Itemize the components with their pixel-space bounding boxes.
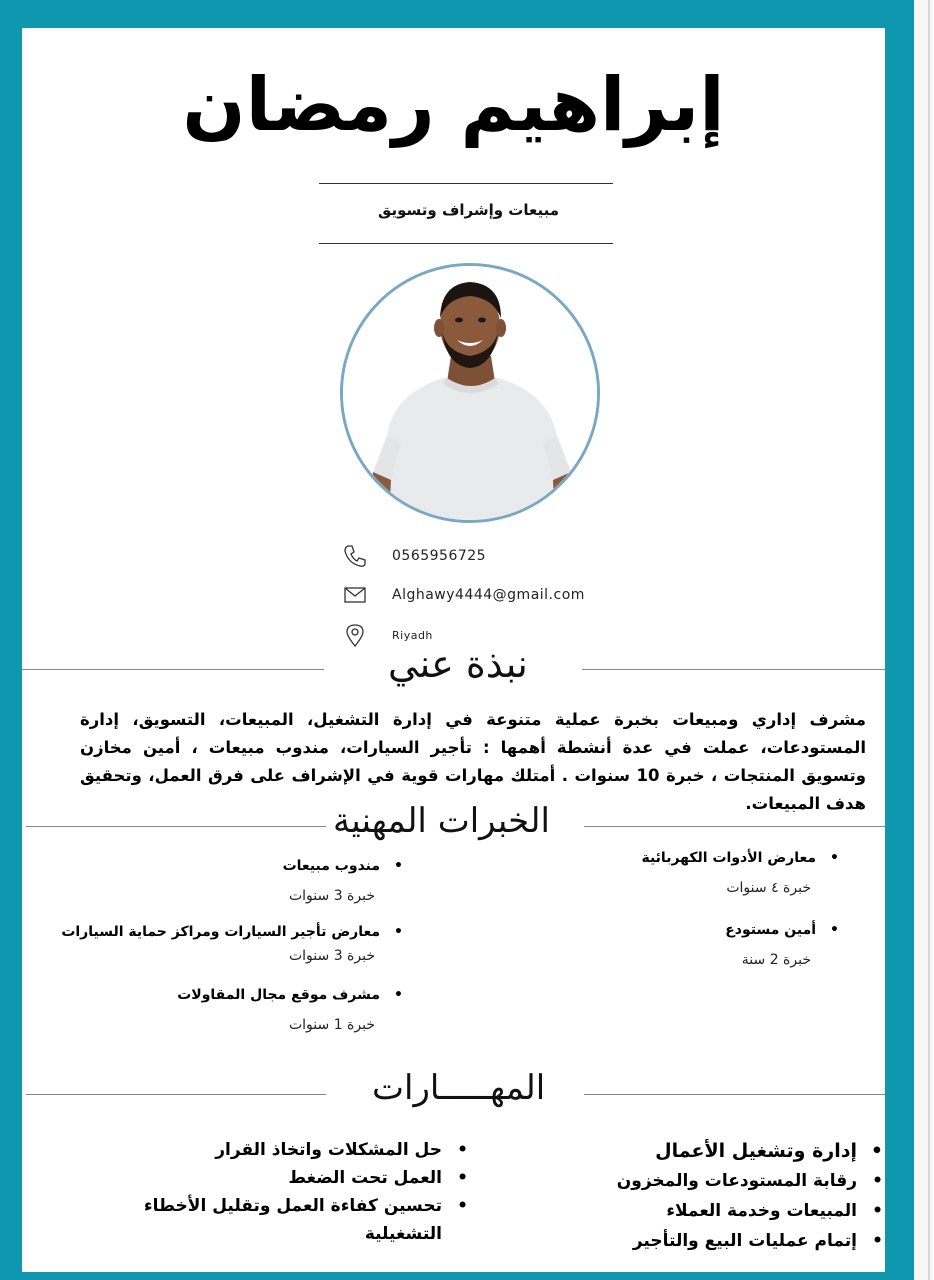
- experience-item: •معارض تأجير السيارات ومراكز حماية السيارات خبرة 3 سنوات: [61, 924, 403, 964]
- skill-item: • إدارة وتشغيل الأعمال: [585, 1136, 885, 1166]
- skills-rule-right: [584, 1094, 885, 1095]
- skill-item: • إتمام عمليات البيع والتأجير: [585, 1226, 885, 1256]
- about-text: مشرف إداري ومبيعات بخبرة عملية متنوعة في إدارة التشغيل، المبيعات، التسويق، إدارة المستودعات، عملت في عدة أنشطة أهمها : تأجير السيارات، مندوب مبيعات ، أمين مخازن وتسويق المنتجات ، خبرة 10 سنوات . أمتلك مهارات قوية في الإشراف على فرق العمل، وتحقيق هدف المبيعات.: [80, 710, 866, 813]
- skill-item: • العمل تحت الضغط: [125, 1164, 470, 1192]
- envelope-icon: [342, 582, 368, 608]
- skills-list-left: [125, 1136, 470, 1248]
- phone-number[interactable]: 0565956725: [392, 548, 487, 564]
- map-pin-icon: [342, 622, 368, 648]
- cv-page: [22, 28, 885, 1272]
- skill-item: • المبيعات وخدمة العملاء: [585, 1196, 885, 1226]
- about-rule-left: [22, 669, 324, 670]
- contact-email-row: [342, 582, 585, 608]
- person-portrait: [343, 266, 597, 520]
- about-rule-right: [582, 669, 885, 670]
- experience-rule-left: [26, 826, 326, 827]
- experience-item: •مشرف موقع مجال المقاولات خبرة 1 سنوات: [177, 987, 403, 1033]
- skills-rule-left: [26, 1094, 326, 1095]
- experience-heading: الخبرات المهنية: [333, 801, 550, 841]
- skill-item: • رقابة المستودعات والمخزون: [585, 1166, 885, 1196]
- experience-item: •أمين مستودع خبرة 2 سنة: [725, 922, 839, 968]
- skill-item: • تحسين كفاءة العمل وتقليل الأخطاء التشغيلية: [125, 1192, 470, 1248]
- profile-photo: [340, 263, 600, 523]
- location-text: Riyadh: [392, 628, 433, 642]
- experience-item: •معارض الأدوات الكهربائية خبرة ٤ سنوات: [641, 850, 839, 896]
- skills-heading: المهـــــارات: [372, 1068, 546, 1108]
- email-address[interactable]: Alghawy4444@gmail.com: [392, 587, 585, 603]
- skills-list-right: [585, 1136, 885, 1256]
- contact-phone-row: [342, 543, 486, 569]
- experience-rule-right: [584, 826, 885, 827]
- header-rule-top: [319, 183, 613, 184]
- job-title: مبيعات وإشراف وتسويق: [377, 201, 560, 219]
- header-rule-bottom: [319, 243, 613, 244]
- phone-icon: [342, 543, 368, 569]
- experience-item: •مندوب مبيعات خبرة 3 سنوات: [282, 858, 403, 904]
- person-name: إبراهيم رمضان: [182, 62, 725, 148]
- page-edge: [914, 0, 934, 1280]
- skill-item: • حل المشكلات واتخاذ القرار: [125, 1136, 470, 1164]
- about-heading: نبذة عني: [388, 642, 528, 686]
